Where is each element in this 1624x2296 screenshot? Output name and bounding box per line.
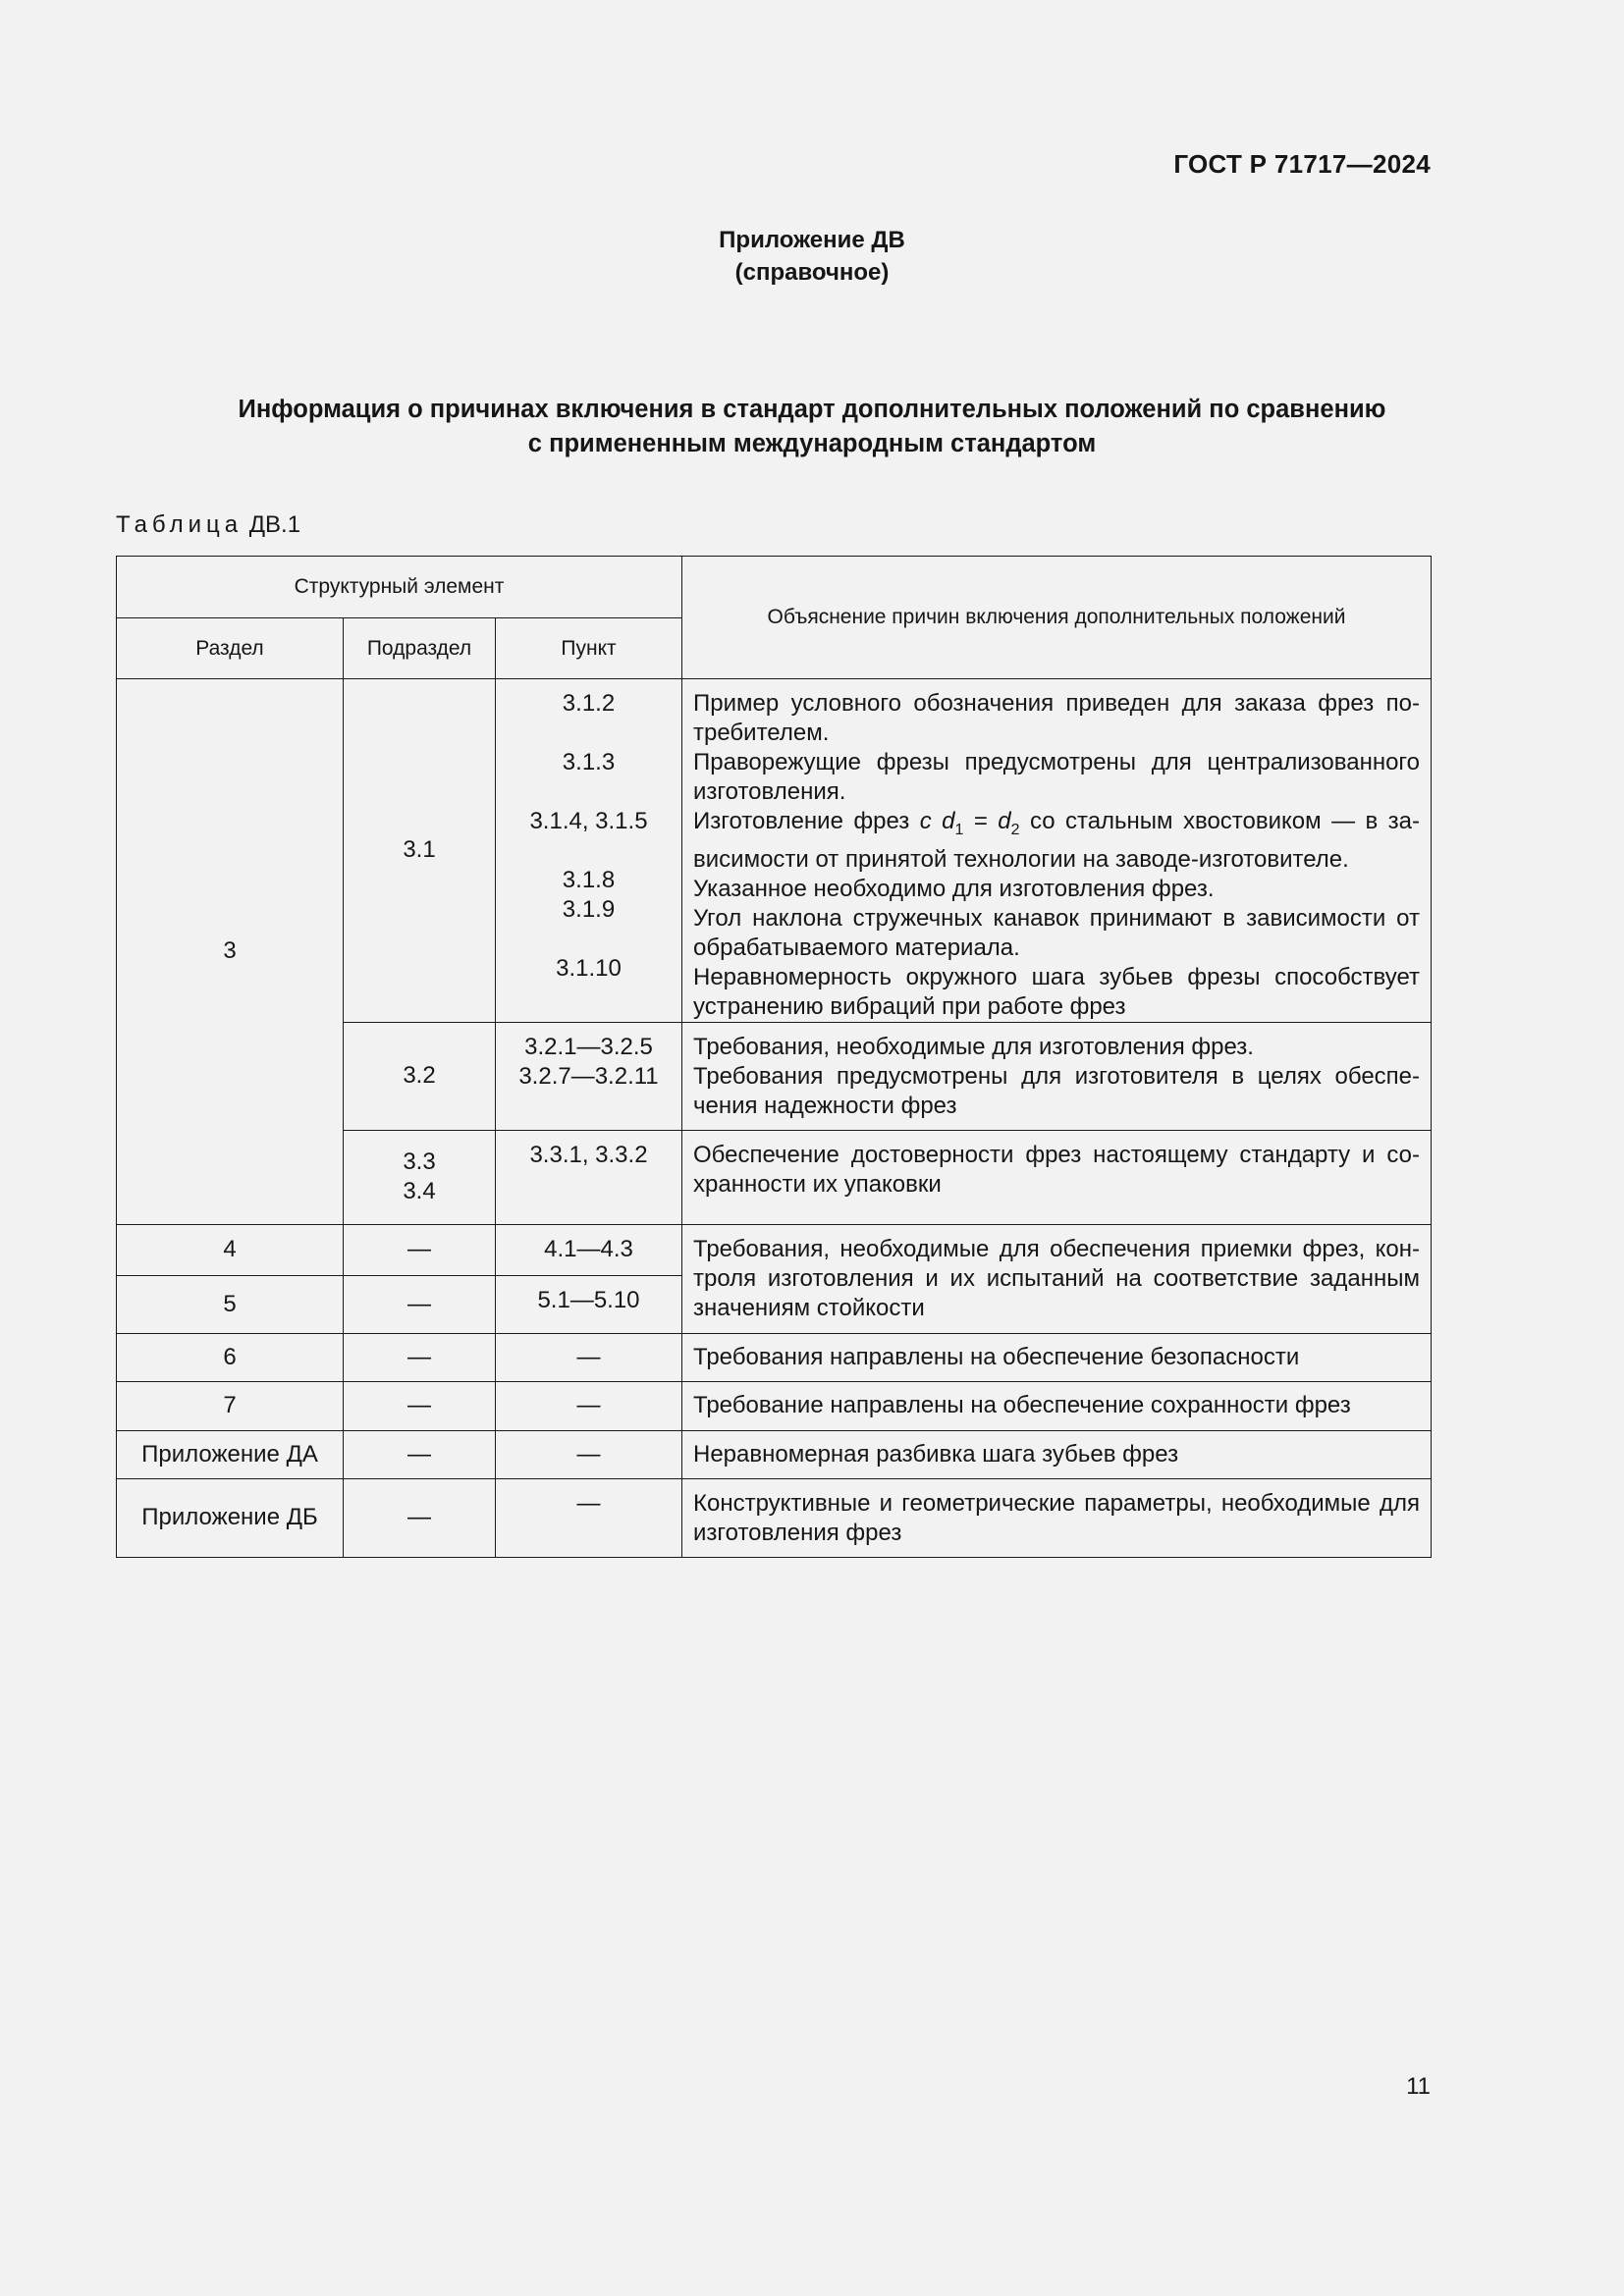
document-code: ГОСТ Р 71717—2024: [1173, 149, 1431, 179]
subsection-cell: —: [344, 1381, 496, 1430]
section-cell: 6: [117, 1333, 344, 1381]
section-cell: Приложение ДА: [117, 1430, 344, 1478]
explanation-text: Указанное необходимо для изготовления фрез.: [693, 875, 1215, 902]
item-cell: 3.3.1, 3.3.2: [496, 1130, 682, 1224]
explanation-cell: Требование направлены на обеспечение сохранности фрез: [682, 1381, 1432, 1430]
explanation-cell: Требования, необходимые для обеспечения приемки фрез, кон-троля изготовления и их испытаний на соответствие заданным значениям стойкости: [682, 1224, 1432, 1333]
formula-operator: =: [973, 808, 988, 834]
appendix-title: Приложение ДВ: [719, 227, 905, 253]
explanation-text: [693, 807, 1420, 875]
table-caption-id: ДВ.1: [248, 511, 301, 538]
item-cell: [496, 1022, 682, 1130]
item-cell: —: [496, 1381, 682, 1430]
heading-line-1: Информация о причинах включения в стандарт дополнительных положений по сравнению: [238, 396, 1386, 423]
item-cell: 4.1—4.3: [496, 1224, 682, 1275]
item-cell: —: [496, 1333, 682, 1381]
text-fragment: с: [919, 808, 932, 834]
section-heading: [98, 393, 1526, 461]
item-value: 3.1.8: [562, 867, 616, 893]
subsection-cell: —: [344, 1275, 496, 1333]
heading-line-2: с примененным международным стандартом: [527, 430, 1097, 457]
section-cell: 4: [117, 1224, 344, 1275]
item-cell: —: [496, 1478, 682, 1557]
comparison-table: [116, 556, 1432, 1558]
header-subsection: Подраздел: [344, 618, 496, 679]
text-fragment: Изготовление фрез: [693, 808, 910, 834]
item-value: 3.1.2: [562, 690, 616, 717]
item-value: 3.1.10: [556, 955, 622, 982]
text-fragment: со стальным хвостовиком — в за-висимости от принятой технологии на заводе-изготовителе.: [693, 808, 1420, 873]
item-cell: —: [496, 1430, 682, 1478]
subsection-value: 3.3: [403, 1148, 436, 1176]
explanation-cell: Неравномерная разбивка шага зубьев фрез: [682, 1430, 1432, 1478]
subsection-cell: [344, 1130, 496, 1224]
item-value: 3.1.4, 3.1.5: [529, 808, 648, 834]
explanation-cell: Обеспечение достоверности фрез настоящему стандарту и со-хранности их упаковки: [682, 1130, 1432, 1224]
table-caption: [116, 511, 300, 539]
explanation-cell: Конструктивные и геометрические параметры, необходимые для изготовления фрез: [682, 1478, 1432, 1557]
header-section: Раздел: [117, 618, 344, 679]
explanation-cell: Требования направлены на обеспечение безопасности: [682, 1333, 1432, 1381]
formula-symbol: d: [942, 808, 955, 834]
explanation-text: Угол наклона стружечных канавок принимают в зависимости от обрабатываемого материала.: [693, 904, 1420, 961]
appendix-subtitle: (справочное): [734, 259, 890, 286]
appendix-title-block: [0, 224, 1624, 289]
section-cell: 3: [117, 679, 344, 1225]
subsection-cell: 3.2: [344, 1022, 496, 1130]
formula-symbol: d: [998, 808, 1011, 834]
formula-subscript: 1: [954, 821, 964, 838]
table-caption-prefix: Таблица: [116, 511, 244, 538]
subsection-cell: —: [344, 1333, 496, 1381]
subsection-cell: —: [344, 1478, 496, 1557]
item-value: 3.1.9: [562, 896, 616, 923]
item-value: 3.2.7—3.2.11: [518, 1062, 659, 1090]
item-cell: [496, 679, 682, 1023]
formula-subscript: 2: [1010, 821, 1020, 838]
section-cell: Приложение ДБ: [117, 1478, 344, 1557]
explanation-cell: [682, 1022, 1432, 1130]
item-value: 3.1.3: [562, 749, 616, 775]
header-structural-element: Структурный элемент: [117, 557, 682, 618]
subsection-cell: —: [344, 1224, 496, 1275]
item-value: 3.2.1—3.2.5: [524, 1033, 653, 1060]
section-cell: 7: [117, 1381, 344, 1430]
page-number: 11: [1406, 2073, 1431, 2100]
header-item: Пункт: [496, 618, 682, 679]
explanation-text: Пример условного обозначения приведен для заказа фрез по-требителем.: [693, 690, 1420, 746]
explanation-cell: [682, 679, 1432, 1023]
header-explanation: Объяснение причин включения дополнительных положений: [682, 557, 1432, 679]
explanation-text: Праворежущие фрезы предусмотрены для централизованного изготовления.: [693, 749, 1420, 805]
item-cell: 5.1—5.10: [496, 1275, 682, 1333]
explanation-text: Неравномерность окружного шага зубьев фрезы способствует устранению вибраций при работе фрез: [693, 963, 1420, 1020]
subsection-cell: 3.1: [344, 679, 496, 1023]
explanation-text: Требования, необходимые для изготовления фрез.: [693, 1033, 1254, 1060]
section-cell: 5: [117, 1275, 344, 1333]
subsection-cell: —: [344, 1430, 496, 1478]
explanation-text: Требования предусмотрены для изготовителя в целях обеспе-чения надежности фрез: [693, 1062, 1420, 1119]
subsection-value: 3.4: [403, 1178, 436, 1205]
